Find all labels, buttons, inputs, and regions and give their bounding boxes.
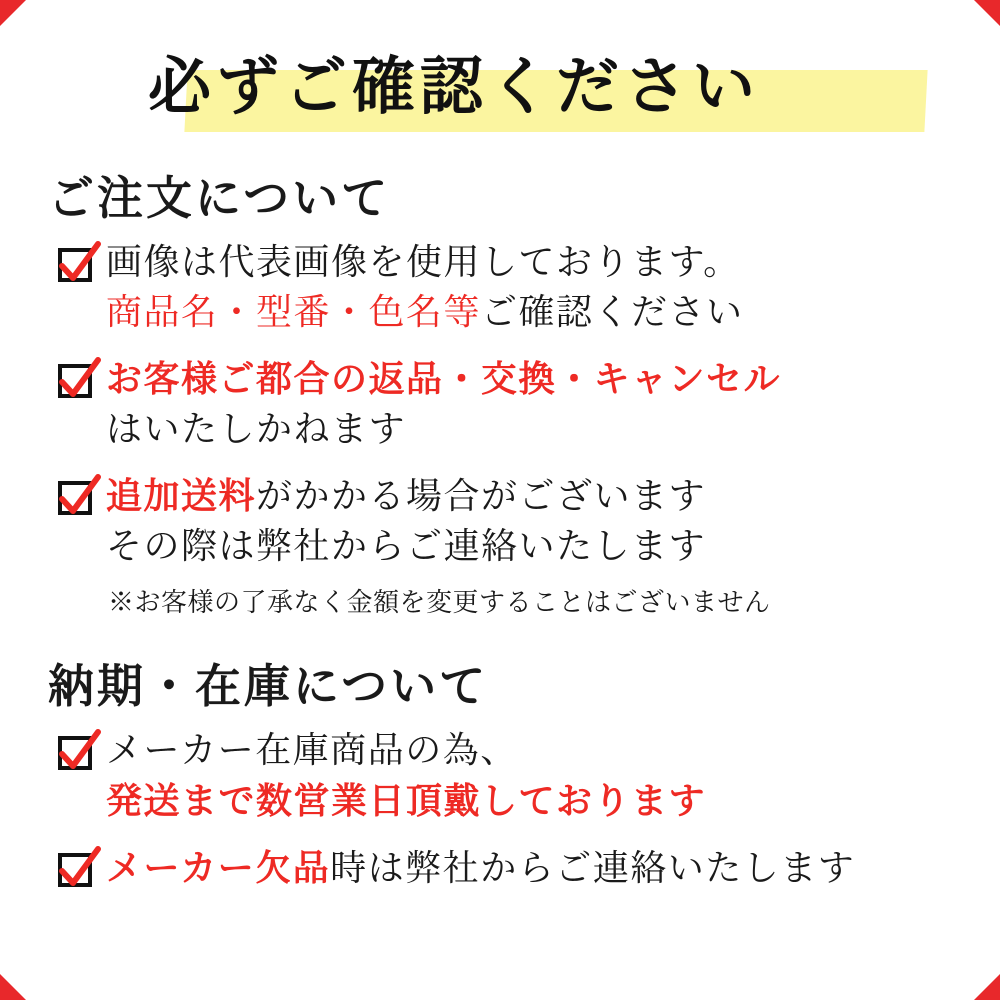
notice-item [56, 843, 960, 894]
notice-text-segment: がかかる場合がございます [256, 476, 707, 517]
checkbox-checked-icon [56, 732, 98, 774]
notice-line [106, 405, 781, 455]
notice-text-segment: ご確認ください [481, 292, 744, 333]
checkbox-checked-icon [56, 477, 98, 519]
notice-line [106, 288, 744, 338]
notice-item-text [106, 726, 706, 827]
notice-line [106, 238, 744, 288]
checkbox-checked-icon [56, 244, 98, 286]
notice-line [106, 843, 855, 894]
notice-text-segment: メーカー在庫商品の為、 [106, 730, 518, 771]
notice-line [106, 776, 706, 827]
notice-item-text [106, 354, 781, 455]
notice-item [56, 238, 960, 338]
corner-accent-bottom-left [0, 974, 26, 1000]
notice-line [106, 522, 706, 572]
notice-text-segment: その際は弊社からご連絡いたします [106, 526, 707, 567]
notice-line [106, 471, 706, 522]
checkbox-checked-icon [56, 360, 98, 402]
notice-line [106, 726, 706, 776]
notice-line [106, 354, 781, 405]
notice-item [56, 471, 960, 572]
notice-item-text [106, 843, 855, 894]
notice-text-segment: 発送まで数営業日頂戴しております [106, 780, 707, 822]
page-title-text: 必ずご確認ください [148, 49, 760, 123]
section-heading: ご注文について [48, 171, 391, 225]
corner-accent-top-left [0, 0, 26, 26]
notice-text-segment: 時は弊社からご連絡いたします [330, 848, 856, 889]
checkbox-checked-icon [56, 849, 98, 891]
notice-item-text [106, 238, 744, 338]
notice-item-text [106, 471, 706, 572]
notice-text-segment: 画像は代表画像を使用しております。 [106, 242, 741, 283]
notice-text-segment: お客様ご都合の返品・交換・キャンセル [106, 358, 782, 400]
notice-text-segment: 商品名・型番・色名等 [106, 292, 482, 333]
corner-accent-top-right [974, 0, 1000, 26]
notice-sections [40, 162, 960, 894]
corner-accent-bottom-right [974, 974, 1000, 1000]
notice-text-segment: はいたしかねます [106, 409, 407, 450]
page-title [148, 34, 960, 144]
section-heading: 納期・在庫について [48, 659, 489, 713]
notice-text-segment: 追加送料 [106, 475, 257, 517]
notice-text-segment: メーカー欠品 [106, 847, 331, 889]
notice-item [56, 726, 960, 827]
notice-item [56, 354, 960, 455]
notice-footnote: ※お客様の了承なく金額を変更することはございません [108, 588, 771, 618]
